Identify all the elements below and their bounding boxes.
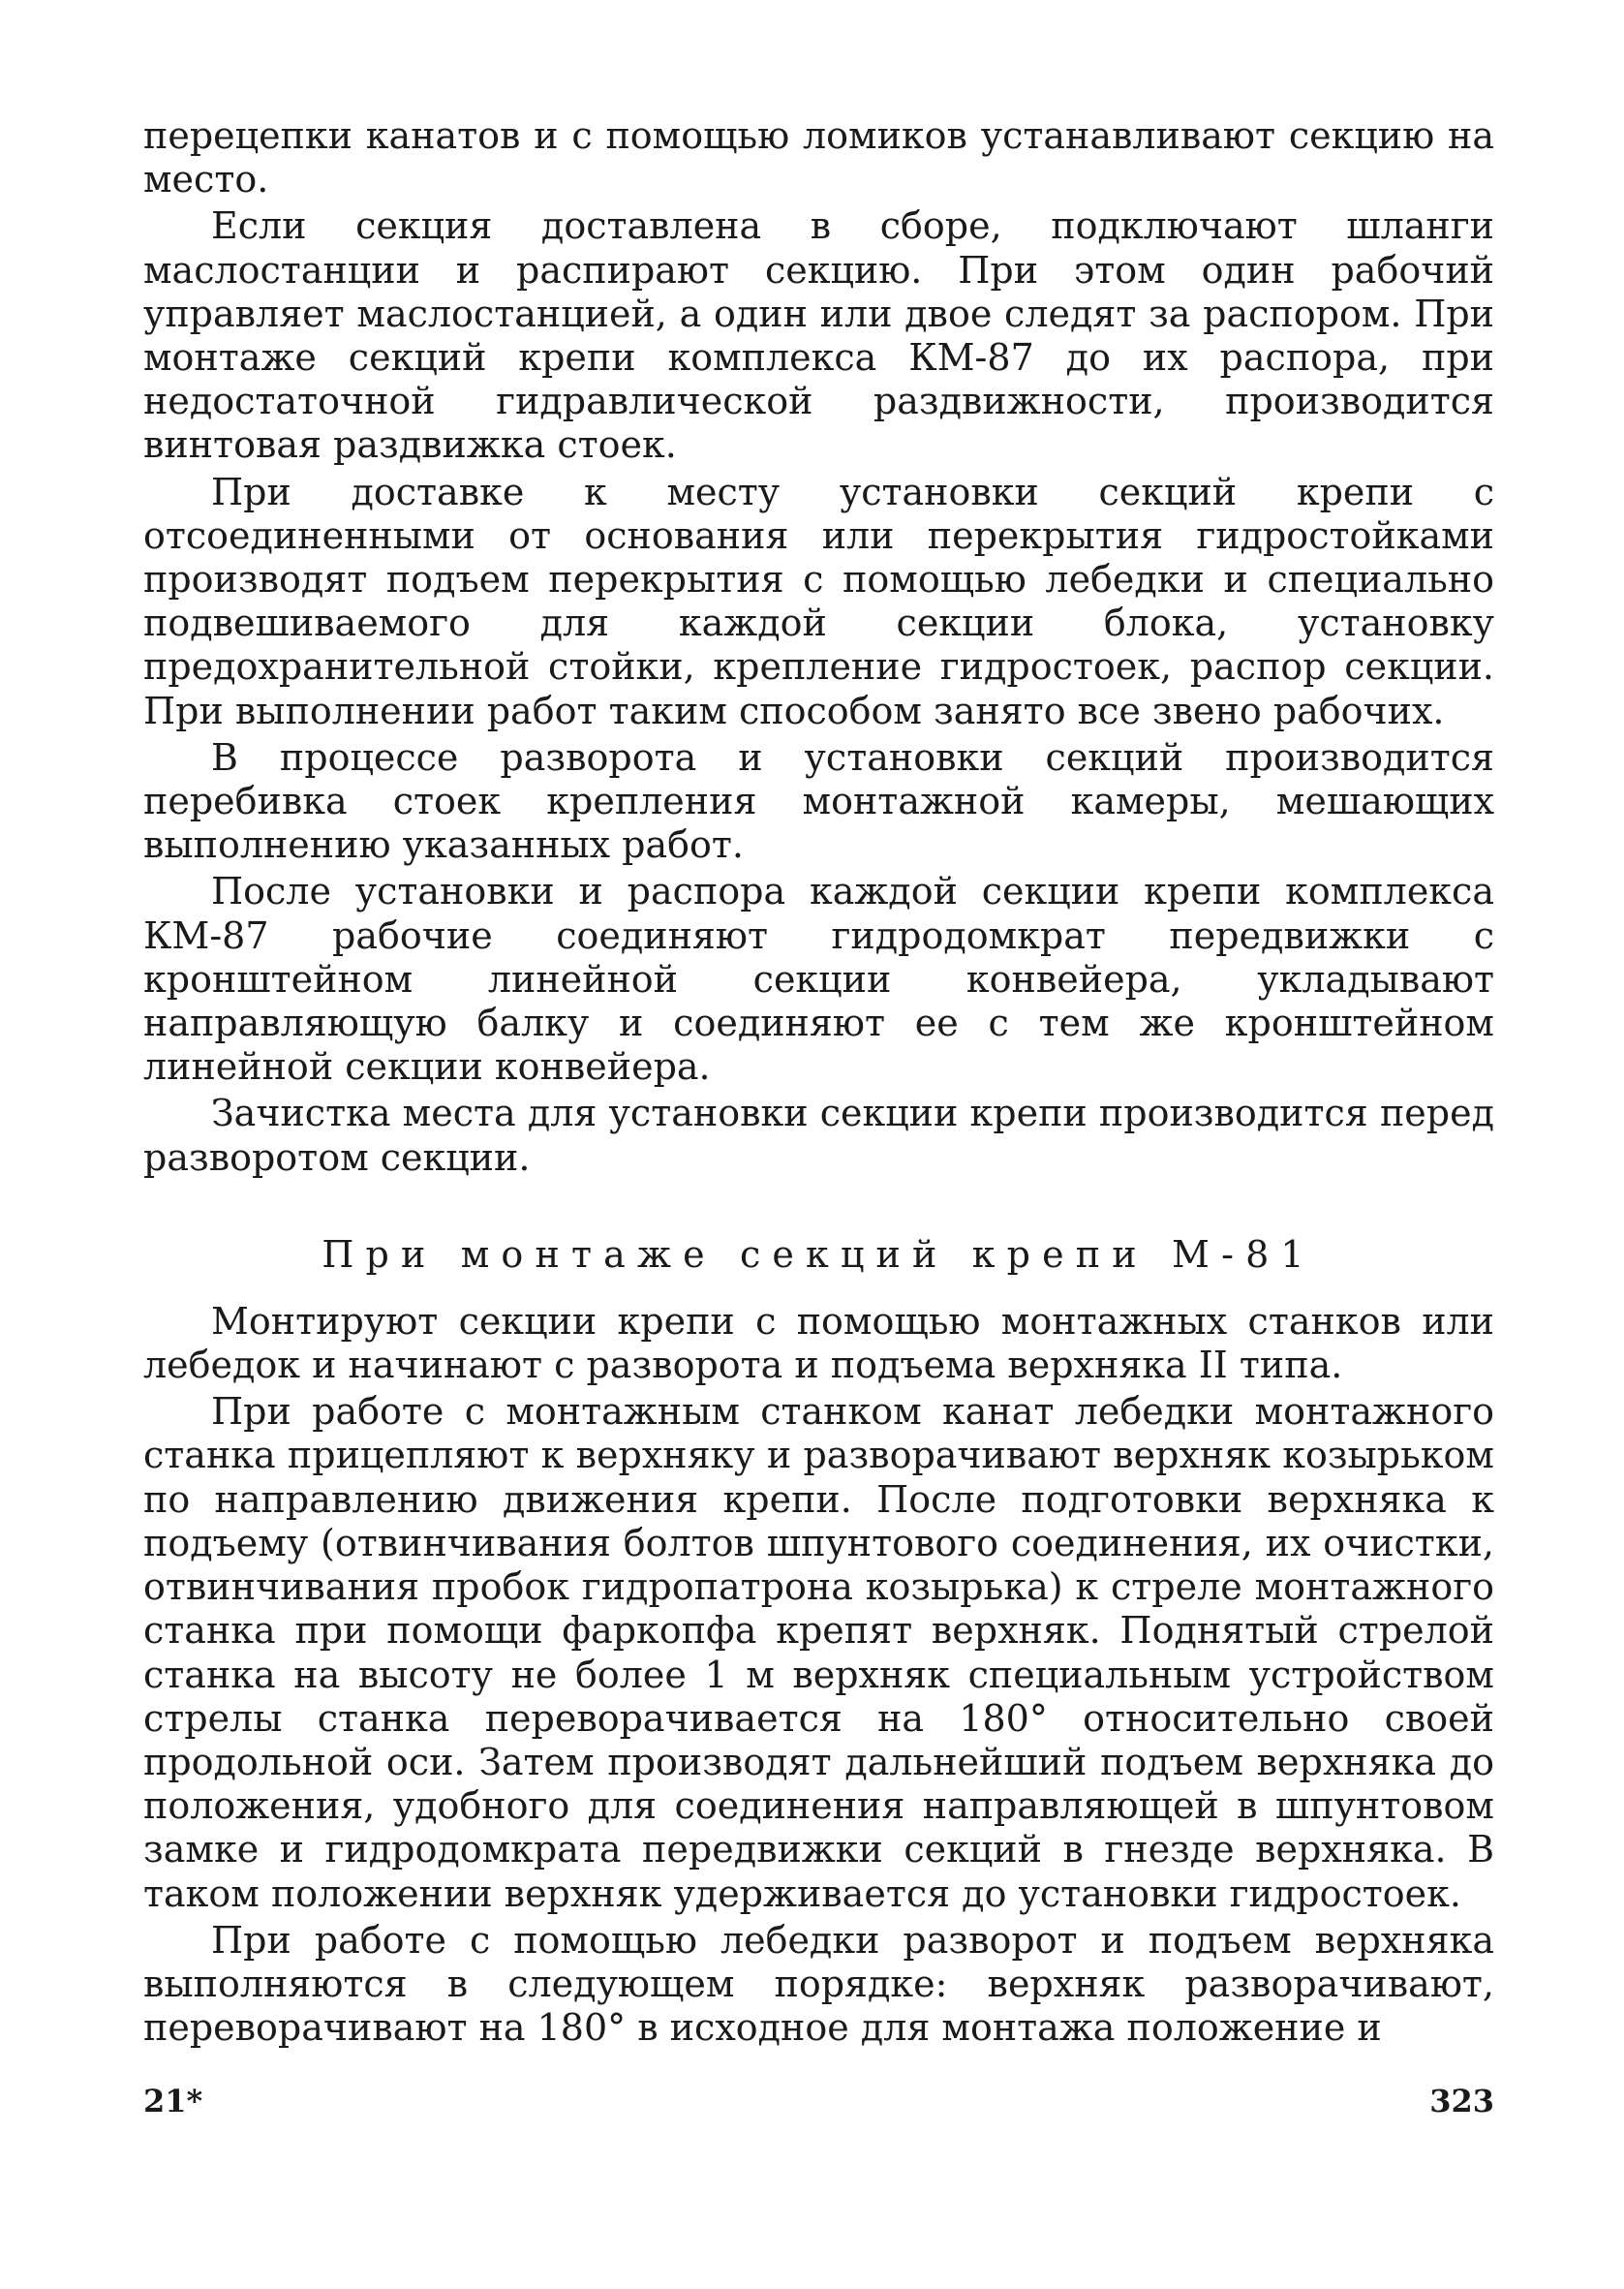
paragraph: Монтируют секции крепи с помощью монтажных станков или лебедок и начинают с разворота и подъема верхняка II типа. [143,1299,1494,1387]
paragraph: После установки и распора каждой секции крепи комплекса КМ-87 рабочие соединяют гидродомкрат передвижки с кронштейном линейной секции конвейера, укладывают направляющую балку и соединяют ее с тем же кронштейном линейной секции конвейера. [143,870,1494,1089]
paragraph: В процессе разворота и установки секций производится перебивка стоек крепления монтажной камеры, мешающих выполнению указанных работ. [143,735,1494,867]
paragraph: Зачистка места для установки секции крепи производится перед разворотом секции. [143,1092,1494,1179]
page-footer [143,2083,1494,2119]
page-body [143,114,1494,2050]
paragraph: При работе с помощью лебедки разворот и подъем верхняка выполняются в следующем порядке: верхняк разворачивают, переворачивают на 180° в исходное для монтажа положение и [143,1918,1494,2050]
page-number: 323 [1429,2083,1494,2119]
paragraph: При работе с монтажным станком канат лебедки монтажного станка прицепляют к верхняку и разворачивают верхняк козырьком по направлению движения крепи. После подготовки верхняка к подъему (отвинчивания болтов шпунтового соединения, их очистки, отвинчивания пробок гидропатрона козырька) к стреле монтажного станка при помощи фаркопфа крепят верхняк. Поднятый стрелой станка на высоту не более 1 м верхняк специальным устройством стрелы станка переворачивается на 180° относительно своей продольной оси. Затем производят дальнейший подъем верхняка до положения, удобного для соединения направляющей в шпунтовом замке и гидродомкрата передвижки секций в гнезде верхняка. В таком положении верхняк удерживается до установки гидростоек. [143,1390,1494,1915]
paragraph: При доставке к месту установки секций крепи с отсоединенными от основания или перекрытия гидростойками производят подъем перекрытия с помощью лебедки и специально подвешиваемого для каждой секции блока, установку предохранительной стойки, крепление гидростоек, распор секции. При выполнении работ таким способом занято все звено рабочих. [143,470,1494,732]
paragraph-continuation: перецепки канатов и с помощью ломиков устанавливают секцию на место. [143,114,1494,201]
paragraph: Если секция доставлена в сборе, подключают шланги маслостанции и распирают секцию. При этом один рабочий управляет маслостанцией, а один или двое следят за распором. При монтаже секций крепи комплекса КМ-87 до их распора, при недостаточной гидравлической раздвижности, производится винтовая раздвижка стоек. [143,204,1494,467]
section-heading: При монтаже секций крепи М-81 [322,1232,1316,1276]
printer-signature: 21* [143,2083,203,2119]
